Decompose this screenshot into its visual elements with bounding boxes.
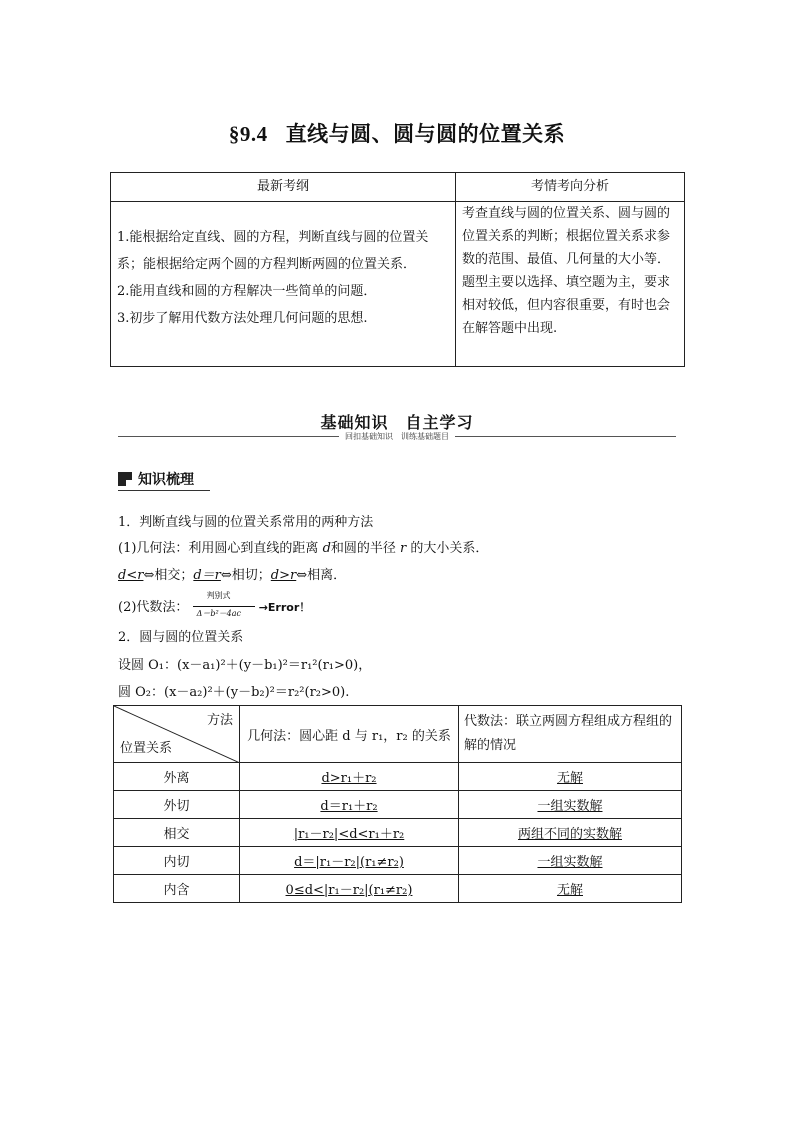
table-row: 内含 0≤d<|r₁－r₂|(r₁≠r₂) 无解: [114, 875, 682, 903]
error-text: →Error！: [258, 601, 311, 614]
outline-col2-cell: 考查直线与圆的位置关系、圆与圆的位置关系的判断；根据位置关系求参数的范围、最值、几何量的大小等．题型主要以选择、填空题为主，要求相对较低，但内容很重要，有时也会在解答题中出现.: [456, 202, 685, 367]
page-title: [0, 118, 794, 148]
outline-col1-header: 最新考纲: [111, 173, 456, 202]
p1-relations: d<r⇔相交；d＝r⇔相切；d>r⇔相离．: [118, 568, 347, 583]
band-subtitle: 回扣基础知识 训练基础题目: [0, 431, 794, 442]
p1-heading: 1．判断直线与圆的位置关系常用的两种方法: [118, 515, 374, 530]
table-row: 内切 d＝|r₁－r₂|(r₁≠r₂) 一组实数解: [114, 847, 682, 875]
relation-intersect: d<r: [118, 568, 144, 583]
square-icon: [118, 472, 132, 486]
table-row: 外离 d>r₁＋r₂ 无解: [114, 763, 682, 791]
alg-header: 代数法：联立两圆方程组成方程组的解的情况: [459, 706, 682, 763]
outline-item: 3.初步了解用代数方法处理几何问题的思想.: [117, 311, 368, 326]
table-row: 外切 d＝r₁＋r₂ 一组实数解: [114, 791, 682, 819]
circle1-eq: 设圆 O₁：(x－a₁)²＋(y－b₁)²＝r₁²(r₁>0)，: [118, 658, 372, 673]
circle2-eq: 圆 O₂：(x－a₂)²＋(y－b₂)²＝r₂²(r₂>0).: [118, 685, 350, 700]
p2-heading: 2．圆与圆的位置关系: [118, 630, 244, 645]
section-heading: 知识梳理: [118, 469, 194, 489]
p1-alg: (2)代数法： 判别式 Δ＝b²－4ac →Error！: [118, 591, 311, 618]
discriminant-arrow: 判别式 Δ＝b²－4ac: [193, 599, 255, 613]
diag-header-cell: 方法 位置关系: [114, 706, 240, 763]
section-underline: [118, 490, 210, 491]
section-number: §9.4: [228, 122, 268, 146]
outline-col1-cell: [111, 202, 456, 367]
p1-geo: (1)几何法：利用圆心到直线的距离 d和圆的半径 r 的大小关系．: [118, 541, 489, 556]
title-text: 直线与圆、圆与圆的位置关系: [285, 121, 566, 146]
geo-header: 几何法：圆心距 d 与 r₁，r₂ 的关系: [240, 706, 459, 763]
circle-relation-table: [113, 705, 682, 903]
outline-item: 2.能用直线和圆的方程解决一些简单的问题．: [117, 284, 377, 299]
relation-tangent: d＝r: [193, 568, 221, 583]
relation-separate: d>r: [270, 568, 297, 583]
outline-col2-header: 考情考向分析: [456, 173, 685, 202]
outline-table: [110, 172, 685, 367]
band-title: 基础知识 自主学习: [320, 413, 474, 432]
outline-item: 1.能根据给定直线、圆的方程，判断直线与圆的位置关系；能根据给定两个圆的方程判断两圆的位置关系．: [117, 230, 429, 272]
table-row: 相交 |r₁－r₂|<d<r₁＋r₂ 两组不同的实数解: [114, 819, 682, 847]
